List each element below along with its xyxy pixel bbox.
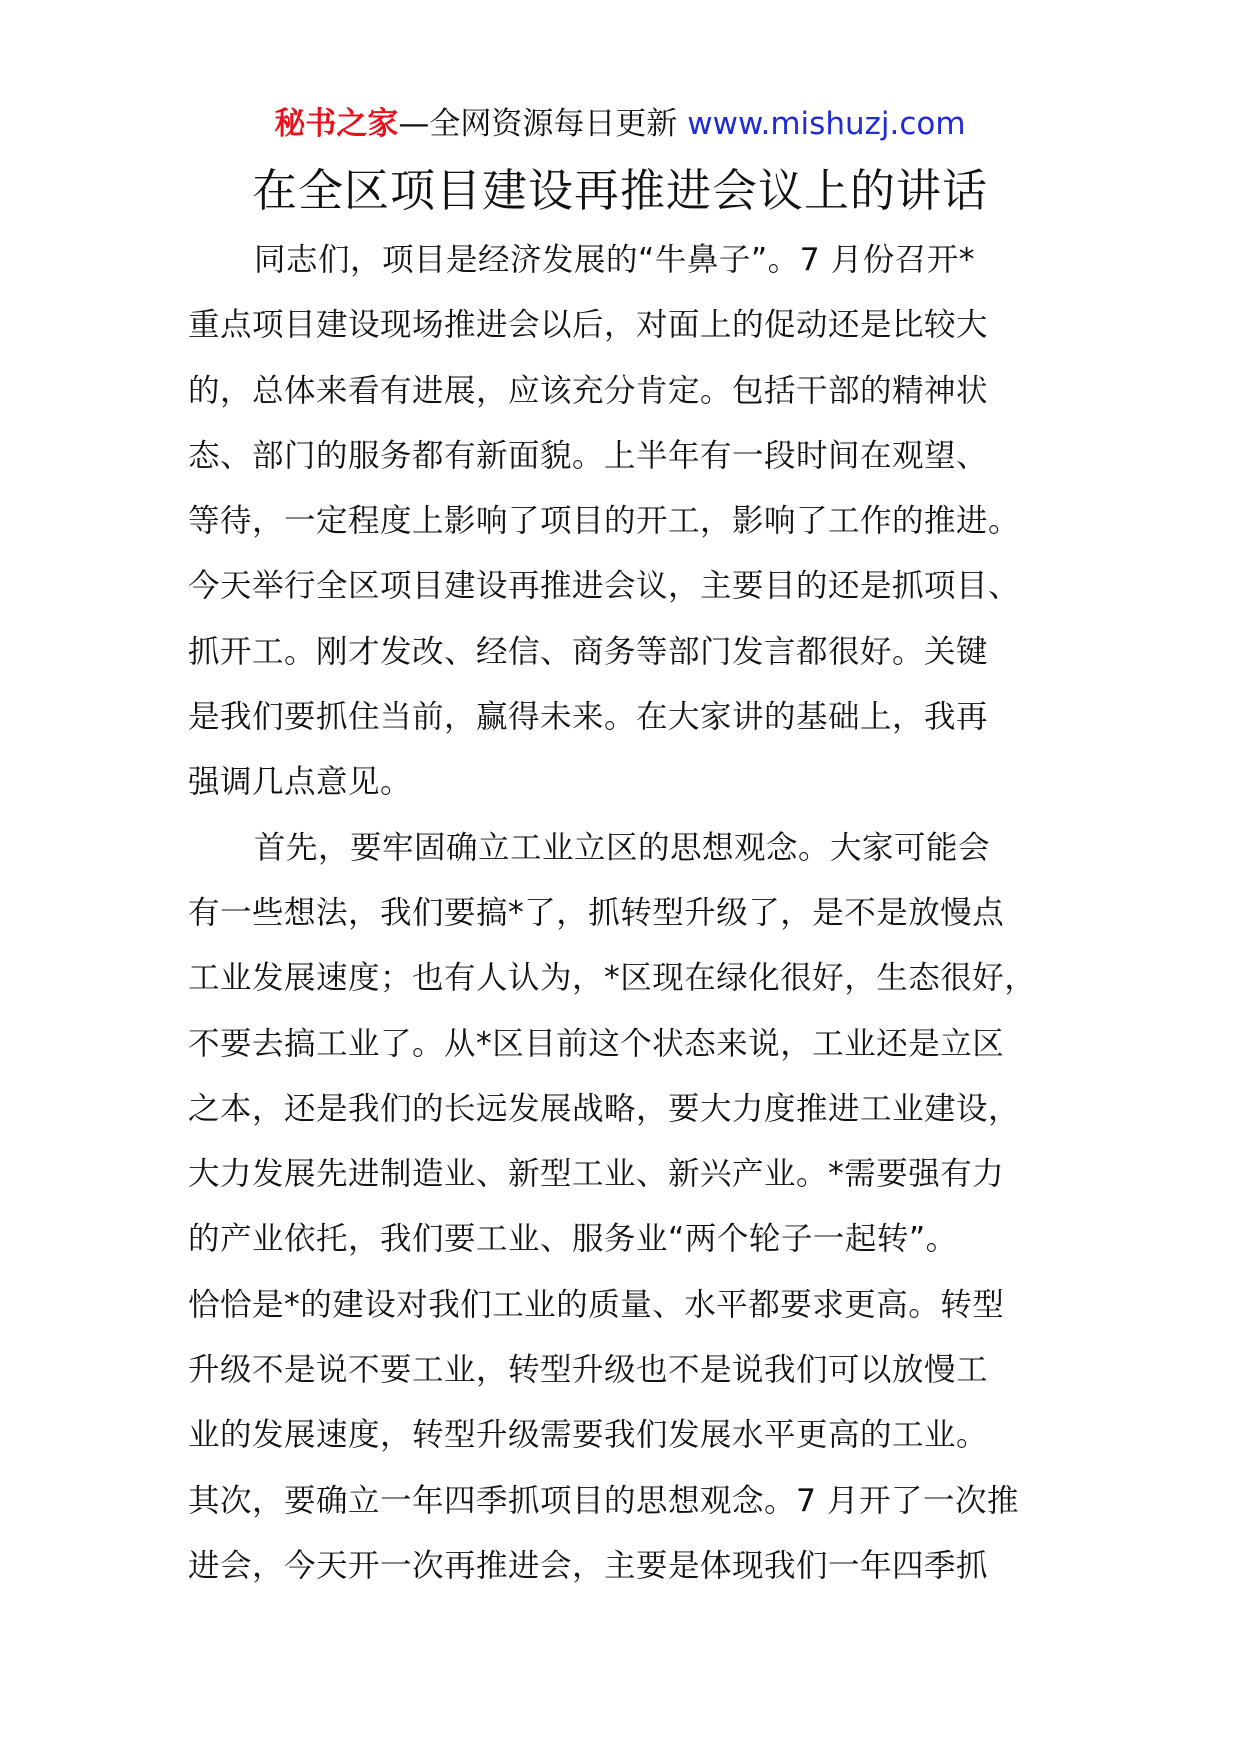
body-line: 不要去搞工业了。从*区目前这个状态来说，工业还是立区 [188, 1025, 1005, 1062]
header-tagline: —全网资源每日更新 [398, 106, 688, 142]
body-line: 抓开工。刚才发改、经信、商务等部门发言都很好。关键 [188, 633, 989, 670]
body-line: 今天举行全区项目建设再推进会议，主要目的还是抓项目、 [188, 568, 1021, 605]
body-line: 其次，要确立一年四季抓项目的思想观念。7 月开了一次推 [188, 1482, 1020, 1519]
document-title: 在全区项目建设再推进会议上的讲话 [251, 164, 988, 217]
body-line: 进会，今天开一次再推进会，主要是体现我们一年四季抓 [188, 1547, 989, 1584]
site-header [0, 104, 1240, 144]
body-line: 同志们，项目是经济发展的“牛鼻子”。7 月份召开* [254, 242, 975, 278]
body-line: 是我们要抓住当前，赢得未来。在大家讲的基础上，我再 [188, 699, 989, 736]
body-line: 升级不是说不要工业，转型升级也不是说我们可以放慢工 [188, 1352, 989, 1389]
body-line: 有一些想法，我们要搞*了，抓转型升级了，是不是放慢点 [188, 894, 1005, 931]
document-body [188, 228, 1078, 1599]
body-line: 的产业依托，我们要工业、服务业“两个轮子一起转”。 [188, 1221, 958, 1258]
body-line: 大力发展先进制造业、新型工业、新兴产业。*需要强有力 [188, 1156, 1005, 1193]
body-line: 业的发展速度，转型升级需要我们发展水平更高的工业。 [188, 1417, 989, 1454]
body-line: 首先，要牢固确立工业立区的思想观念。大家可能会 [254, 829, 991, 866]
body-line: 之本，还是我们的长远发展战略，要大力度推进工业建设， [188, 1090, 1021, 1127]
brand-name: 秘书之家 [274, 106, 399, 142]
body-line: 工业发展速度；也有人认为，*区现在绿化很好，生态很好， [188, 960, 1037, 997]
body-line: 重点项目建设现场推进会以后，对面上的促动还是比较大 [188, 307, 989, 344]
site-url-link[interactable]: www.mishuzj.com [687, 106, 966, 142]
body-line: 强调几点意见。 [188, 764, 413, 801]
body-line: 恰恰是*的建设对我们工业的质量、水平都要求更高。转型 [188, 1286, 1005, 1323]
body-line: 态、部门的服务都有新面貌。上半年有一段时间在观望、 [188, 437, 989, 474]
body-line: 的，总体来看有进展，应该充分肯定。包括干部的精神状 [188, 372, 989, 409]
body-line: 等待，一定程度上影响了项目的开工，影响了工作的推进。 [188, 503, 1021, 540]
